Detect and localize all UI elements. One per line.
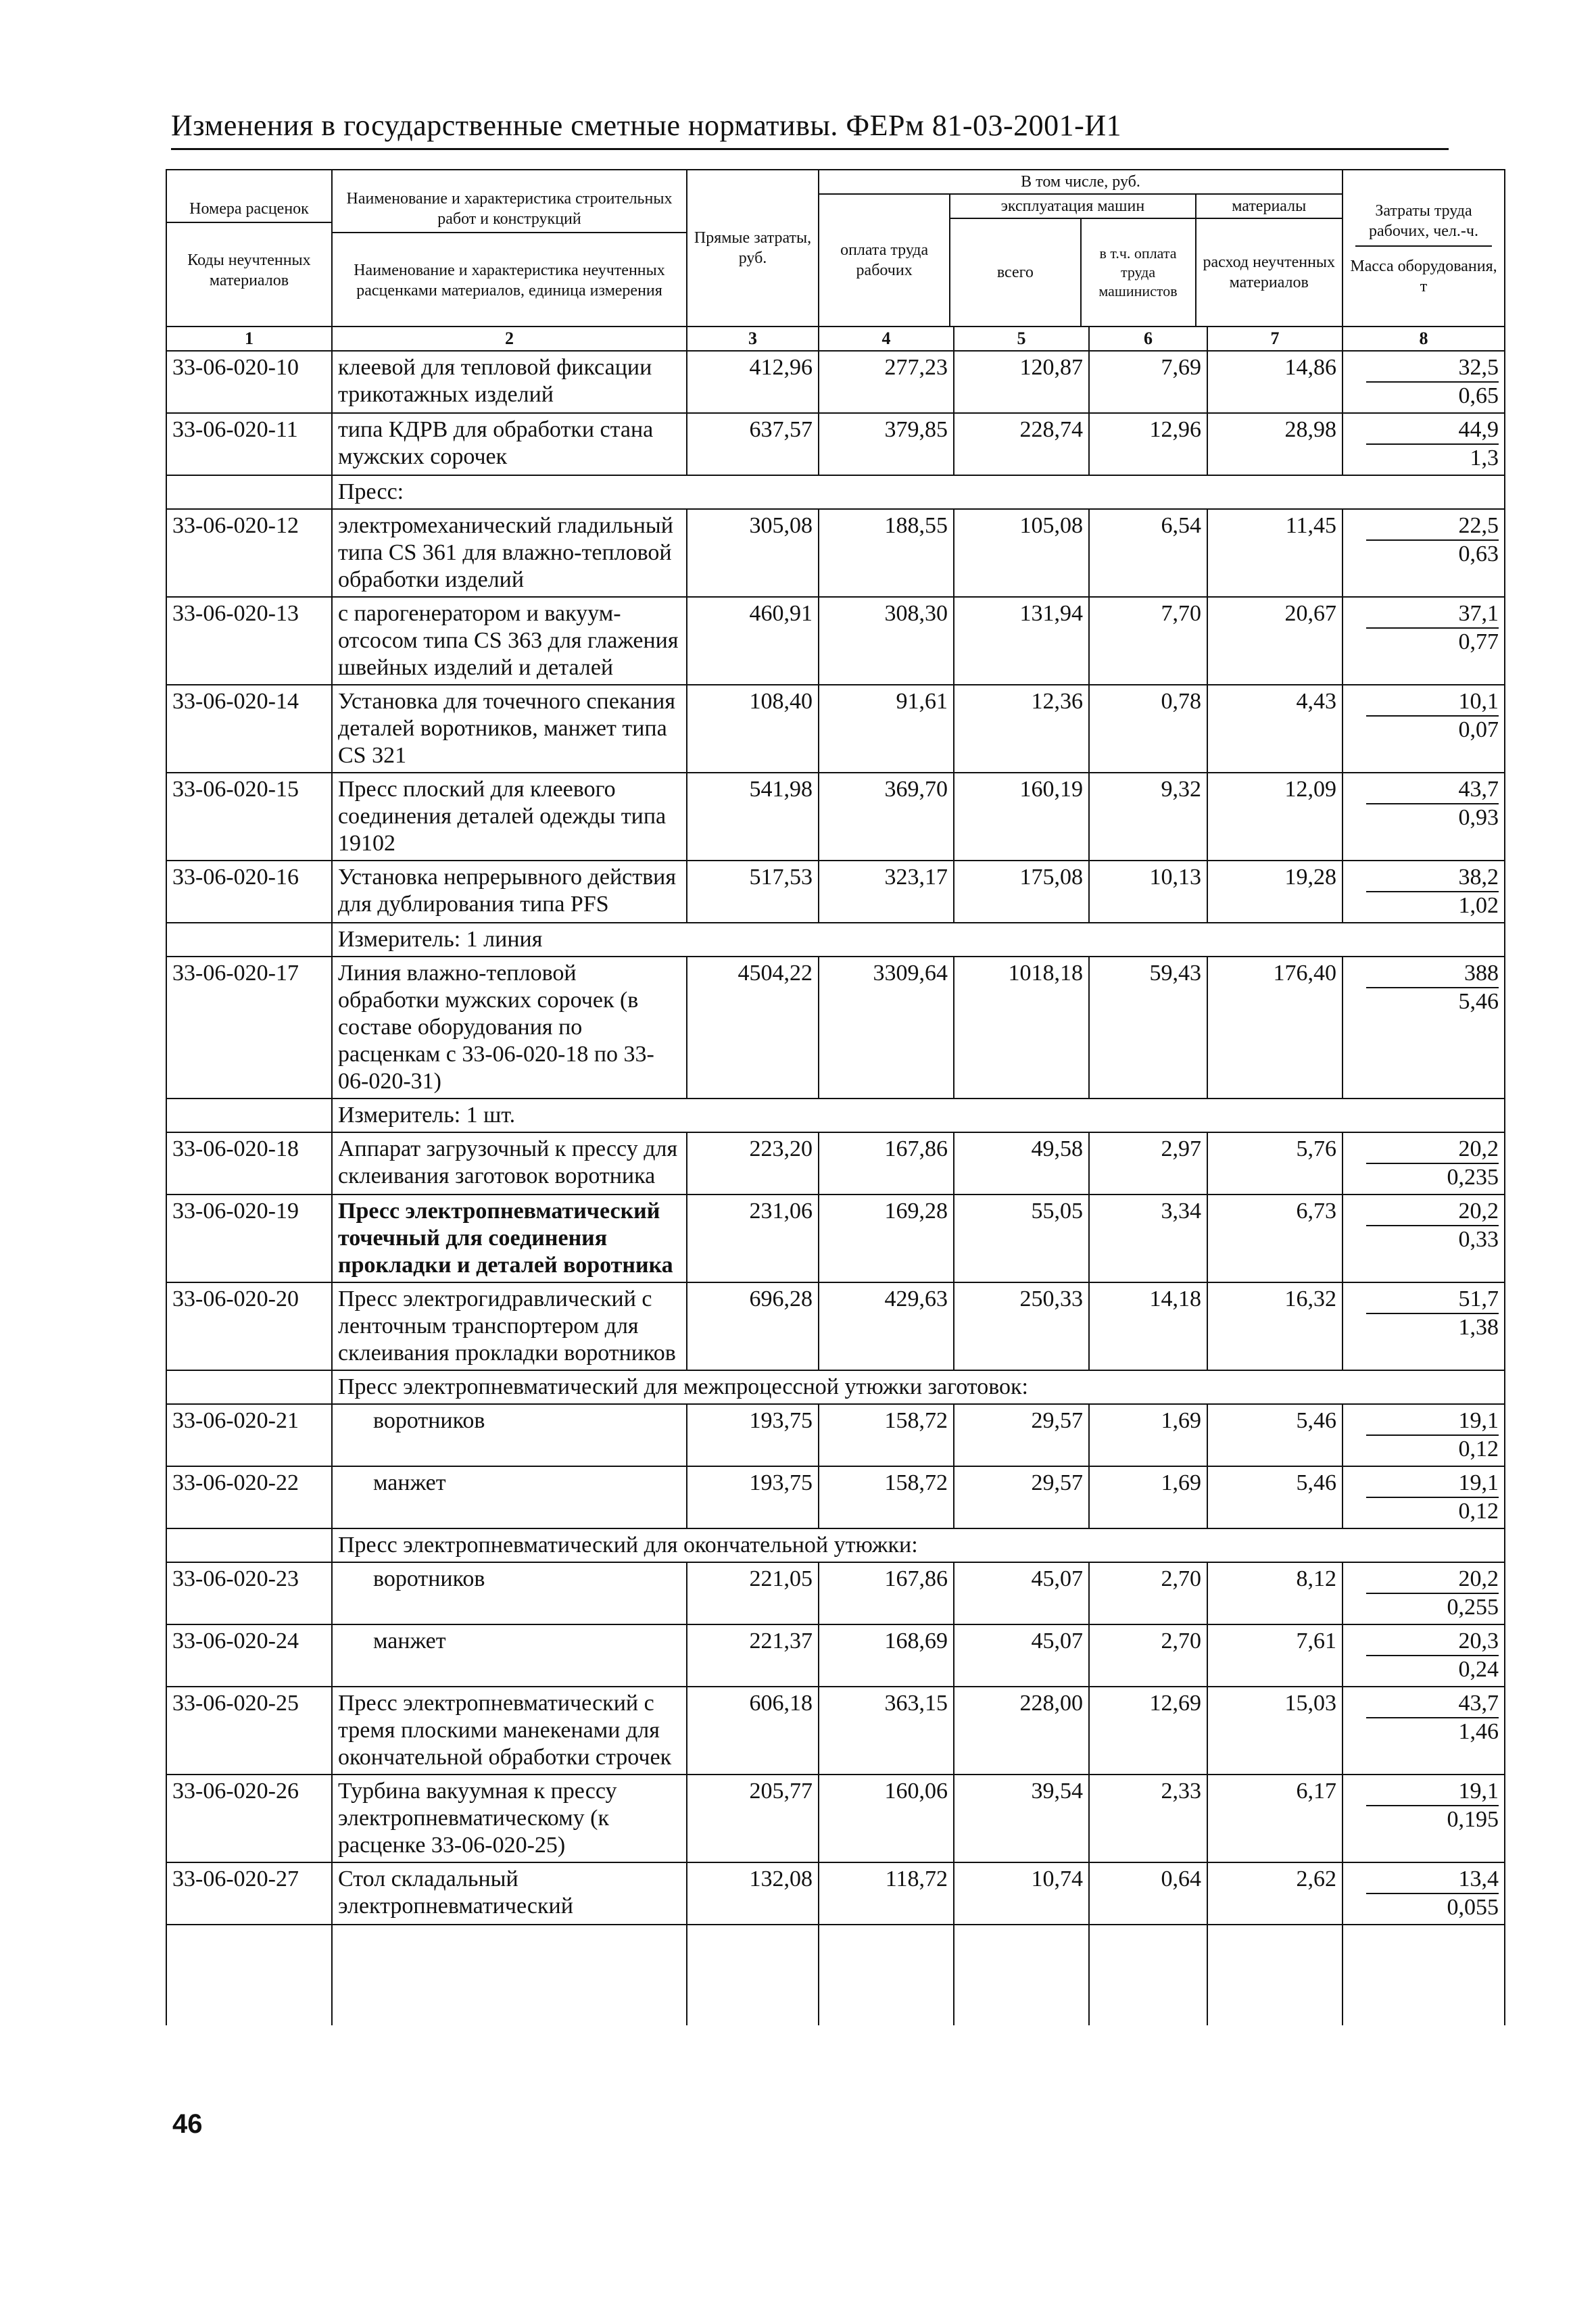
- direct-cost: 132,08: [687, 1862, 819, 1925]
- col-codes-header: Номера расценок Коды неучтенных материалов: [166, 170, 332, 327]
- direct-cost: 460,91: [687, 597, 819, 685]
- labor-value: 22,5: [1366, 512, 1499, 541]
- machines-wages-cost: 0,64: [1089, 1862, 1207, 1925]
- machines-wages-cost: 2,70: [1089, 1624, 1207, 1687]
- section-label: Измеритель: 1 линия: [332, 923, 1505, 957]
- labor-mass-cell: [1343, 1562, 1505, 1624]
- table-row: [166, 597, 1505, 685]
- table-row: [166, 685, 1505, 773]
- section-code-cell: [166, 1370, 332, 1404]
- rate-code: 33-06-020-15: [166, 773, 332, 861]
- labor-mass-cell: [1343, 1775, 1505, 1862]
- labor-value: 43,7: [1366, 776, 1499, 804]
- mass-value: 1,38: [1458, 1315, 1499, 1340]
- labor-value: 38,2: [1366, 864, 1499, 892]
- mass-value: 0,24: [1458, 1657, 1499, 1682]
- direct-cost: 221,37: [687, 1624, 819, 1687]
- labor-mass-cell: [1343, 1195, 1505, 1282]
- wages-cost: 118,72: [819, 1862, 954, 1925]
- mass-value: 1,46: [1458, 1719, 1499, 1744]
- machines-wages-cost: 1,69: [1089, 1466, 1207, 1528]
- mass-value: 0,195: [1447, 1807, 1499, 1832]
- machines-cost: 12,36: [954, 685, 1089, 773]
- labor-mass-cell: [1343, 1862, 1505, 1925]
- table-row: [166, 1624, 1505, 1687]
- col-materials-header: материалы: [1196, 195, 1342, 218]
- section-row: [166, 1528, 1505, 1562]
- direct-cost: 205,77: [687, 1775, 819, 1862]
- machines-cost: 1018,18: [954, 957, 1089, 1099]
- rate-code: 33-06-020-10: [166, 351, 332, 413]
- section-row: [166, 1370, 1505, 1404]
- col-names-header: Наименование и характеристика строительных работ и конструкций Наименование и характеристика неучтенных расценками материалов, единица измерения: [332, 170, 687, 327]
- labor-value: 20,3: [1366, 1628, 1499, 1656]
- machines-cost: 29,57: [954, 1466, 1089, 1528]
- materials-cost: 5,46: [1207, 1466, 1343, 1528]
- table-row: [166, 1562, 1505, 1624]
- wages-cost: 369,70: [819, 773, 954, 861]
- labor-value: 10,1: [1366, 688, 1499, 717]
- machines-wages-cost: 7,69: [1089, 351, 1207, 413]
- machines-wages-cost: 1,69: [1089, 1404, 1207, 1466]
- labor-mass-cell: [1343, 509, 1505, 597]
- machines-wages-cost: 2,70: [1089, 1562, 1207, 1624]
- labor-mass-cell: [1343, 773, 1505, 861]
- col-direct-header: Прямые затраты, руб.: [687, 170, 819, 327]
- mass-value: 0,93: [1458, 805, 1499, 830]
- rate-code: 33-06-020-13: [166, 597, 332, 685]
- section-code-cell: [166, 1099, 332, 1132]
- materials-cost: 11,45: [1207, 509, 1343, 597]
- materials-cost: 15,03: [1207, 1687, 1343, 1775]
- direct-cost: 231,06: [687, 1195, 819, 1282]
- rate-code: 33-06-020-19: [166, 1195, 332, 1282]
- direct-cost: 193,75: [687, 1404, 819, 1466]
- machines-wages-cost: 9,32: [1089, 773, 1207, 861]
- labor-value: 20,2: [1366, 1136, 1499, 1164]
- rate-name: Линия влажно-тепловой обработки мужских сорочек (в составе оборудования по расценкам с 33-06-020-18 по 33-06-020-31): [332, 957, 687, 1099]
- blank-row: [166, 1925, 1505, 2025]
- labor-value: 43,7: [1366, 1690, 1499, 1718]
- machines-cost: 160,19: [954, 773, 1089, 861]
- wages-cost: 160,06: [819, 1775, 954, 1862]
- mass-value: 1,3: [1470, 445, 1499, 471]
- mass-value: 0,65: [1458, 383, 1499, 408]
- machines-wages-cost: 10,13: [1089, 861, 1207, 923]
- labor-mass-cell: [1343, 1404, 1505, 1466]
- rate-name: Аппарат загрузочный к прессу для склеивания заготовок воротника: [332, 1132, 687, 1195]
- materials-cost: 19,28: [1207, 861, 1343, 923]
- direct-cost: 221,05: [687, 1562, 819, 1624]
- direct-cost: 305,08: [687, 509, 819, 597]
- section-label: Пресс электропневматический для окончательной утюжки:: [332, 1528, 1505, 1562]
- rate-code: 33-06-020-24: [166, 1624, 332, 1687]
- machines-cost: 45,07: [954, 1562, 1089, 1624]
- wages-cost: 169,28: [819, 1195, 954, 1282]
- mass-value: 0,055: [1447, 1895, 1499, 1920]
- table-row: [166, 413, 1505, 475]
- materials-cost: 12,09: [1207, 773, 1343, 861]
- section-label: Пресс электропневматический для межпроцессной утюжки заготовок:: [332, 1370, 1505, 1404]
- rate-name: воротников: [332, 1404, 687, 1466]
- labor-mass-cell: [1343, 351, 1505, 413]
- labor-value: 19,1: [1366, 1470, 1499, 1498]
- machines-wages-cost: 3,34: [1089, 1195, 1207, 1282]
- section-row: [166, 923, 1505, 957]
- direct-cost: 517,53: [687, 861, 819, 923]
- col-machines-total-header: всего: [950, 218, 1080, 326]
- rate-name: электромеханический гладильный типа CS 361 для влажно-тепловой обработки изделий: [332, 509, 687, 597]
- materials-cost: 5,46: [1207, 1404, 1343, 1466]
- labor-value: 51,7: [1366, 1286, 1499, 1314]
- rate-code: 33-06-020-11: [166, 413, 332, 475]
- machines-wages-cost: 12,96: [1089, 413, 1207, 475]
- machines-cost: 250,33: [954, 1282, 1089, 1370]
- labor-mass-cell: [1343, 957, 1505, 1099]
- materials-cost: 4,43: [1207, 685, 1343, 773]
- materials-cost: 2,62: [1207, 1862, 1343, 1925]
- col-group-header: В том числе, руб. оплата труда рабочих эксплуатация машин материалы всего в т.ч. оплата труда машинистов расход неучтенных материалов: [819, 170, 1343, 327]
- labor-mass-cell: [1343, 1282, 1505, 1370]
- direct-cost: 541,98: [687, 773, 819, 861]
- rate-name: Турбина вакуумная к прессу электропневматическому (к расценке 33-06-020-25): [332, 1775, 687, 1862]
- table-row: [166, 1404, 1505, 1466]
- table-row: [166, 1687, 1505, 1775]
- col-machines-header: эксплуатация машин: [950, 195, 1195, 218]
- direct-cost: 606,18: [687, 1687, 819, 1775]
- section-code-cell: [166, 475, 332, 509]
- direct-cost: 637,57: [687, 413, 819, 475]
- rates-table: [166, 169, 1505, 2025]
- mass-value: 0,33: [1458, 1227, 1499, 1252]
- labor-mass-cell: [1343, 685, 1505, 773]
- machines-cost: 49,58: [954, 1132, 1089, 1195]
- materials-cost: 7,61: [1207, 1624, 1343, 1687]
- labor-value: 44,9: [1366, 416, 1499, 445]
- wages-cost: 323,17: [819, 861, 954, 923]
- mass-value: 0,77: [1458, 629, 1499, 654]
- wages-cost: 188,55: [819, 509, 954, 597]
- direct-cost: 223,20: [687, 1132, 819, 1195]
- machines-cost: 29,57: [954, 1404, 1089, 1466]
- wages-cost: 429,63: [819, 1282, 954, 1370]
- col-materials-sub-header: расход неучтенных материалов: [1203, 254, 1336, 291]
- table-row: [166, 1862, 1505, 1925]
- direct-cost: 4504,22: [687, 957, 819, 1099]
- labor-value: 19,1: [1366, 1407, 1499, 1436]
- machines-wages-cost: 59,43: [1089, 957, 1207, 1099]
- direct-cost: 412,96: [687, 351, 819, 413]
- machines-wages-cost: 6,54: [1089, 509, 1207, 597]
- machines-cost: 10,74: [954, 1862, 1089, 1925]
- table-row: [166, 1466, 1505, 1528]
- materials-cost: 176,40: [1207, 957, 1343, 1099]
- machines-cost: 228,74: [954, 413, 1089, 475]
- table-row: [166, 351, 1505, 413]
- wages-cost: 167,86: [819, 1562, 954, 1624]
- materials-cost: 14,86: [1207, 351, 1343, 413]
- wages-cost: 168,69: [819, 1624, 954, 1687]
- direct-cost: 696,28: [687, 1282, 819, 1370]
- materials-cost: 6,73: [1207, 1195, 1343, 1282]
- col-labor-header: Затраты труда рабочих, чел.-ч. Масса оборудования, т: [1343, 170, 1505, 327]
- wages-cost: 379,85: [819, 413, 954, 475]
- rate-code: 33-06-020-12: [166, 509, 332, 597]
- section-code-cell: [166, 923, 332, 957]
- labor-value: 19,1: [1366, 1778, 1499, 1806]
- rate-name: манжет: [332, 1624, 687, 1687]
- direct-cost: 108,40: [687, 685, 819, 773]
- rate-name: Установка непрерывного действия для дублирования типа PFS: [332, 861, 687, 923]
- mass-value: 0,12: [1458, 1499, 1499, 1524]
- materials-cost: 20,67: [1207, 597, 1343, 685]
- page-header: Изменения в государственные сметные нормативы. ФЕРм 81-03-2001-И1: [171, 108, 1449, 150]
- materials-cost: 28,98: [1207, 413, 1343, 475]
- col-number: 2: [332, 327, 687, 351]
- rate-code: 33-06-020-27: [166, 1862, 332, 1925]
- rate-code: 33-06-020-20: [166, 1282, 332, 1370]
- machines-cost: 39,54: [954, 1775, 1089, 1862]
- rate-code: 33-06-020-16: [166, 861, 332, 923]
- labor-mass-cell: [1343, 1466, 1505, 1528]
- rate-name: Пресс электрогидравлический с ленточным транспортером для склеивания прокладки воротников: [332, 1282, 687, 1370]
- table-row: [166, 509, 1505, 597]
- table-row: [166, 1282, 1505, 1370]
- rate-code: 33-06-020-25: [166, 1687, 332, 1775]
- section-row: [166, 475, 1505, 509]
- table-row: [166, 1775, 1505, 1862]
- wages-cost: 91,61: [819, 685, 954, 773]
- table-row: [166, 957, 1505, 1099]
- labor-value: 37,1: [1366, 600, 1499, 629]
- page-number: 46: [172, 2109, 203, 2139]
- machines-wages-cost: 2,33: [1089, 1775, 1207, 1862]
- mass-value: 1,02: [1458, 893, 1499, 918]
- rate-name: воротников: [332, 1562, 687, 1624]
- mass-value: 0,12: [1458, 1437, 1499, 1462]
- labor-mass-cell: [1343, 1132, 1505, 1195]
- section-code-cell: [166, 1528, 332, 1562]
- labor-value: 388: [1366, 960, 1499, 988]
- col-number: 8: [1343, 327, 1505, 351]
- rate-code: 33-06-020-23: [166, 1562, 332, 1624]
- section-label: Пресс:: [332, 475, 1505, 509]
- rate-name: Установка для точечного спекания деталей воротников, манжет типа CS 321: [332, 685, 687, 773]
- labor-value: 20,2: [1366, 1198, 1499, 1226]
- labor-mass-cell: [1343, 1624, 1505, 1687]
- col-number: 1: [166, 327, 332, 351]
- wages-cost: 3309,64: [819, 957, 954, 1099]
- rate-name: манжет: [332, 1466, 687, 1528]
- col-number: 7: [1207, 327, 1343, 351]
- wages-cost: 277,23: [819, 351, 954, 413]
- section-label: Измеритель: 1 шт.: [332, 1099, 1505, 1132]
- rate-name: с парогенератором и вакуум-отсосом типа CS 363 для глажения швейных изделий и деталей: [332, 597, 687, 685]
- col-number: 5: [954, 327, 1089, 351]
- machines-wages-cost: 7,70: [1089, 597, 1207, 685]
- materials-cost: 8,12: [1207, 1562, 1343, 1624]
- wages-cost: 308,30: [819, 597, 954, 685]
- labor-value: 13,4: [1366, 1866, 1499, 1894]
- mass-value: 0,255: [1447, 1595, 1499, 1620]
- machines-cost: 131,94: [954, 597, 1089, 685]
- materials-cost: 16,32: [1207, 1282, 1343, 1370]
- rate-name: Пресс электропневматический с тремя плоскими манекенами для окончательной обработки строчек: [332, 1687, 687, 1775]
- table-row: [166, 1132, 1505, 1195]
- labor-mass-cell: [1343, 413, 1505, 475]
- table-row: [166, 861, 1505, 923]
- rate-code: 33-06-020-14: [166, 685, 332, 773]
- rate-code: 33-06-020-22: [166, 1466, 332, 1528]
- col-number: 6: [1089, 327, 1207, 351]
- mass-value: 0,235: [1447, 1165, 1499, 1190]
- materials-cost: 6,17: [1207, 1775, 1343, 1862]
- machines-cost: 175,08: [954, 861, 1089, 923]
- rate-code: 33-06-020-17: [166, 957, 332, 1099]
- machines-cost: 45,07: [954, 1624, 1089, 1687]
- machines-cost: 228,00: [954, 1687, 1089, 1775]
- machines-wages-cost: 14,18: [1089, 1282, 1207, 1370]
- mass-value: 0,07: [1458, 717, 1499, 742]
- machines-cost: 105,08: [954, 509, 1089, 597]
- col-machines-wages-header: в т.ч. оплата труда машинистов: [1081, 218, 1196, 326]
- table-row: [166, 1195, 1505, 1282]
- direct-cost: 193,75: [687, 1466, 819, 1528]
- wages-cost: 158,72: [819, 1466, 954, 1528]
- materials-cost: 5,76: [1207, 1132, 1343, 1195]
- labor-mass-cell: [1343, 1687, 1505, 1775]
- rate-code: 33-06-020-18: [166, 1132, 332, 1195]
- rate-name: типа КДРВ для обработки стана мужских сорочек: [332, 413, 687, 475]
- rate-code: 33-06-020-26: [166, 1775, 332, 1862]
- col-number: 3: [687, 327, 819, 351]
- mass-value: 0,63: [1458, 541, 1499, 566]
- machines-cost: 55,05: [954, 1195, 1089, 1282]
- table-body: [166, 351, 1505, 2025]
- col-wages-header: оплата труда рабочих: [819, 195, 950, 326]
- machines-cost: 120,87: [954, 351, 1089, 413]
- table-row: [166, 773, 1505, 861]
- col-number: 4: [819, 327, 954, 351]
- wages-cost: 167,86: [819, 1132, 954, 1195]
- labor-value: 20,2: [1366, 1566, 1499, 1594]
- wages-cost: 363,15: [819, 1687, 954, 1775]
- column-number-row: [166, 327, 1505, 351]
- machines-wages-cost: 12,69: [1089, 1687, 1207, 1775]
- machines-wages-cost: 2,97: [1089, 1132, 1207, 1195]
- rate-name: Пресс плоский для клеевого соединения деталей одежды типа 19102: [332, 773, 687, 861]
- labor-value: 32,5: [1366, 354, 1499, 383]
- labor-mass-cell: [1343, 861, 1505, 923]
- rate-name: клеевой для тепловой фиксации трикотажных изделий: [332, 351, 687, 413]
- machines-wages-cost: 0,78: [1089, 685, 1207, 773]
- mass-value: 5,46: [1458, 989, 1499, 1014]
- labor-mass-cell: [1343, 597, 1505, 685]
- rate-name: Стол складальный электропневматический: [332, 1862, 687, 1925]
- section-row: [166, 1099, 1505, 1132]
- rate-name: Пресс электропневматический точечный для соединения прокладки и деталей воротника: [332, 1195, 687, 1282]
- wages-cost: 158,72: [819, 1404, 954, 1466]
- rate-code: 33-06-020-21: [166, 1404, 332, 1466]
